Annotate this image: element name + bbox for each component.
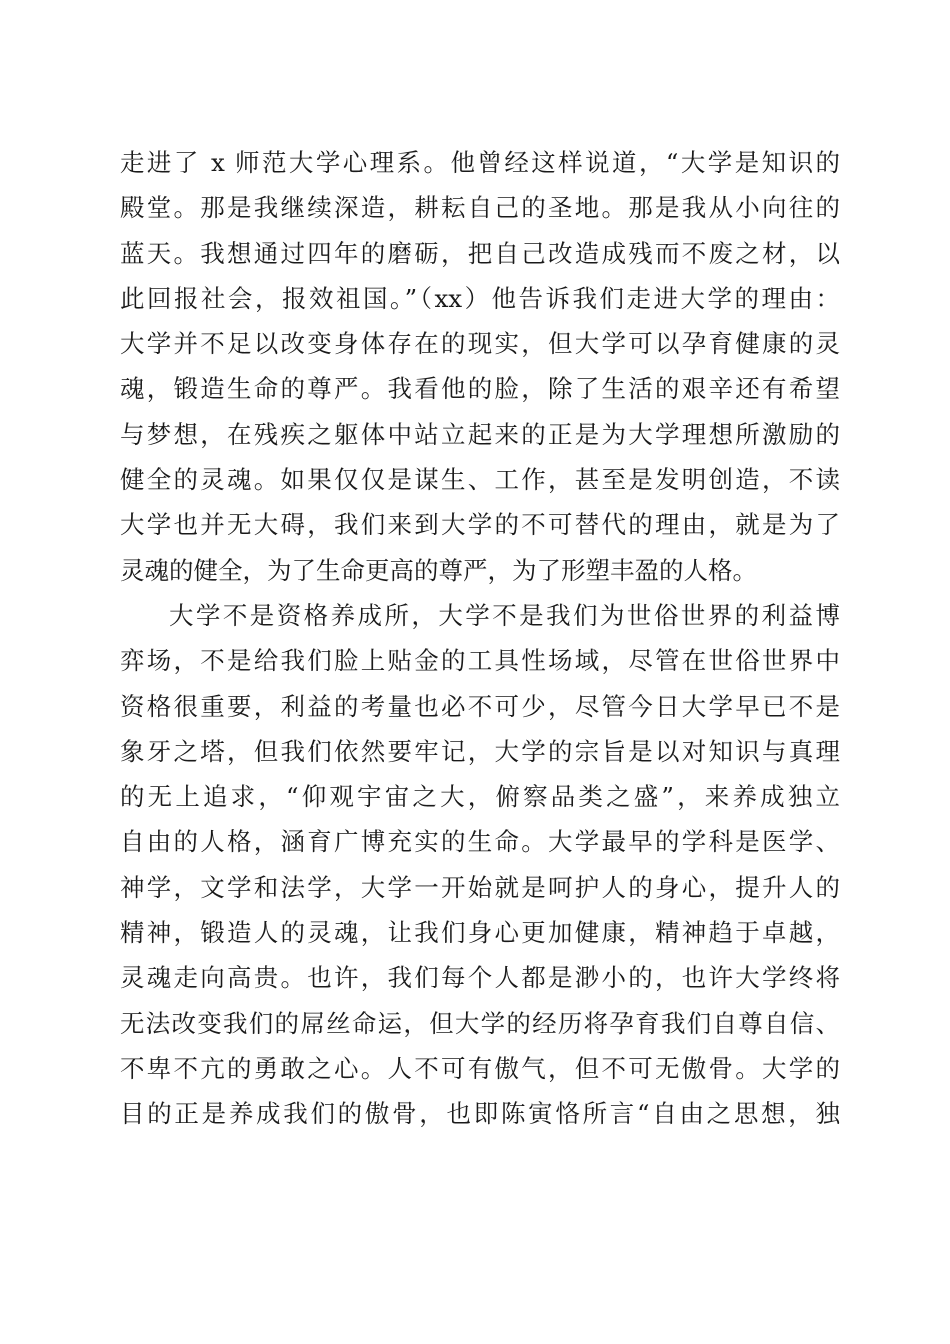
text-line: 殿堂。那是我继续深造，耕耘自己的圣地。那是我从小向往的 bbox=[120, 193, 840, 223]
text-line: 弈场，不是给我们脸上贴金的工具性场域，尽管在世俗世界中 bbox=[120, 646, 840, 676]
text-line: 大学并不足以改变身体存在的现实，但大学可以孕育健康的灵 bbox=[120, 329, 840, 359]
text-line: 无法改变我们的屌丝命运，但大学的经历将孕育我们自尊自信、 bbox=[120, 1008, 840, 1038]
text-line: 自由的人格，涵育广博充实的生命。大学最早的学科是医学、 bbox=[120, 827, 840, 857]
text-line: 大学不是资格养成所，大学不是我们为世俗世界的利益博 bbox=[169, 600, 840, 630]
text-line: 的无上追求，“仰观宇宙之大，俯察品类之盛”，来养成独立 bbox=[120, 782, 840, 812]
text-line: 魂，锻造生命的尊严。我看他的脸，除了生活的艰辛还有希望 bbox=[120, 374, 840, 404]
text-line: 象牙之塔，但我们依然要牢记，大学的宗旨是以对知识与真理 bbox=[120, 736, 840, 766]
text-line: 此回报社会，报效祖国。”（xx）他告诉我们走进大学的理由： bbox=[120, 283, 840, 313]
text-line: 目的正是养成我们的傲骨，也即陈寅恪所言“自由之思想，独 bbox=[120, 1099, 840, 1129]
text-line: 神学，文学和法学，大学一开始就是呵护人的身心，提升人的 bbox=[120, 872, 840, 902]
text-line: 资格很重要，利益的考量也必不可少，尽管今日大学早已不是 bbox=[120, 691, 840, 721]
text-line: 灵魂走向高贵。也许，我们每个人都是渺小的，也许大学终将 bbox=[120, 963, 840, 993]
text-line: 与梦想，在残疾之躯体中站立起来的正是为大学理想所激励的 bbox=[120, 419, 840, 449]
text-line: 精神，锻造人的灵魂，让我们身心更加健康，精神趋于卓越， bbox=[120, 918, 840, 948]
text-line: 灵魂的健全，为了生命更高的尊严，为了形塑丰盈的人格。 bbox=[120, 555, 757, 585]
text-line: 蓝天。我想通过四年的磨砺，把自己改造成残而不废之材，以 bbox=[120, 238, 840, 268]
body-text bbox=[120, 140, 840, 1137]
paragraph-1 bbox=[120, 140, 840, 593]
text-line: 走进了 x 师范大学心理系。他曾经这样说道，“大学是知识的 bbox=[120, 148, 840, 177]
text-line: 健全的灵魂。如果仅仅是谋生、工作，甚至是发明创造，不读 bbox=[120, 465, 840, 495]
text-line: 大学也并无大碍，我们来到大学的不可替代的理由，就是为了 bbox=[120, 510, 840, 540]
text-line: 不卑不亢的勇敢之心。人不可有傲气，但不可无傲骨。大学的 bbox=[120, 1053, 840, 1083]
paragraph-2 bbox=[120, 593, 840, 1137]
